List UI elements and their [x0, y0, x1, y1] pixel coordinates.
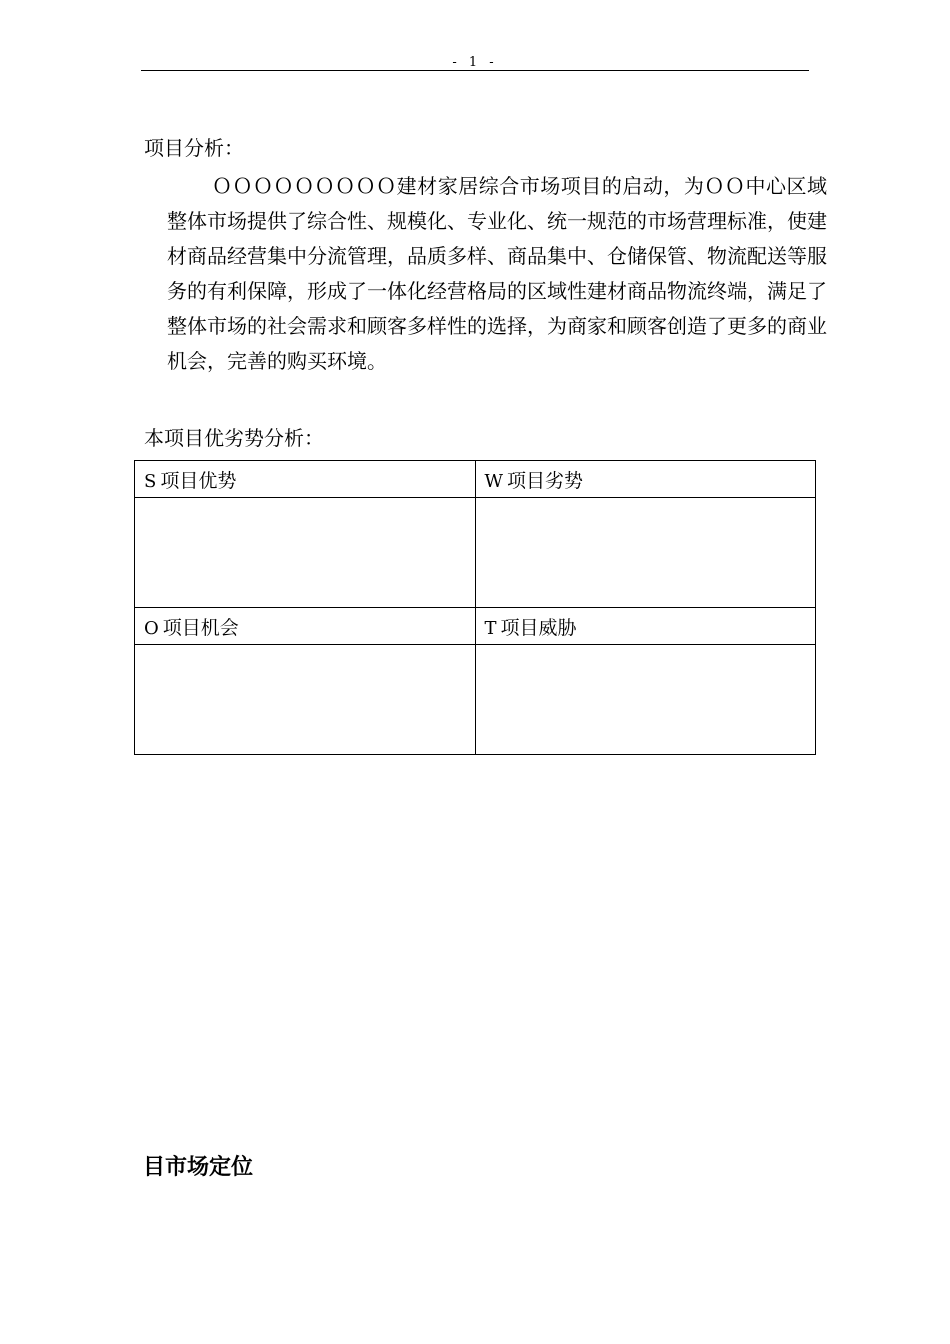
- swot-label: 项目威胁: [500, 616, 577, 639]
- swot-label: 项目机会: [162, 616, 239, 639]
- swot-letter: T: [484, 617, 497, 639]
- swot-header-row: [135, 608, 816, 645]
- section-heading-market-positioning: 目市场定位: [143, 1155, 254, 1180]
- swot-table: [134, 460, 816, 755]
- swot-content-row: [135, 498, 816, 608]
- swot-label: 项目劣势: [507, 469, 584, 492]
- swot-cell-strengths-content: [135, 498, 476, 608]
- swot-letter: W: [484, 470, 504, 492]
- swot-cell-threats-content: [475, 645, 816, 755]
- swot-cell-threats-header: [475, 608, 816, 645]
- swot-cell-strengths-header: [135, 461, 476, 498]
- swot-content-row: [135, 645, 816, 755]
- swot-header-row: [135, 461, 816, 498]
- swot-label: 项目优势: [160, 469, 237, 492]
- header-rule: [141, 70, 809, 71]
- swot-letter: S: [144, 470, 157, 492]
- swot-letter: O: [144, 617, 159, 639]
- swot-cell-weaknesses-content: [475, 498, 816, 608]
- swot-cell-weaknesses-header: [475, 461, 816, 498]
- section-heading-swot: 本项目优劣势分析：: [144, 426, 324, 450]
- page-number: - 1 -: [452, 55, 498, 70]
- section-heading-project-analysis: 项目分析：: [144, 136, 244, 160]
- swot-cell-opportunities-header: [135, 608, 476, 645]
- swot-cell-opportunities-content: [135, 645, 476, 755]
- analysis-paragraph: ＯＯＯＯＯＯＯＯＯ建材家居综合市场项目的启动，为ＯＯ中心区域整体市场提供了综合性、规模化、专业化、统一规范的市场营理标准，使建材商品经营集中分流管理，品质多样、商品集中、仓储保管、物流配送等服务的有利保障，形成了一体化经营格局的区域性建材商品物流终端，满足了整体市场的社会需求和顾客多样性的选择，为商家和顾客创造了更多的商业机会，完善的购买环境。: [167, 174, 827, 373]
